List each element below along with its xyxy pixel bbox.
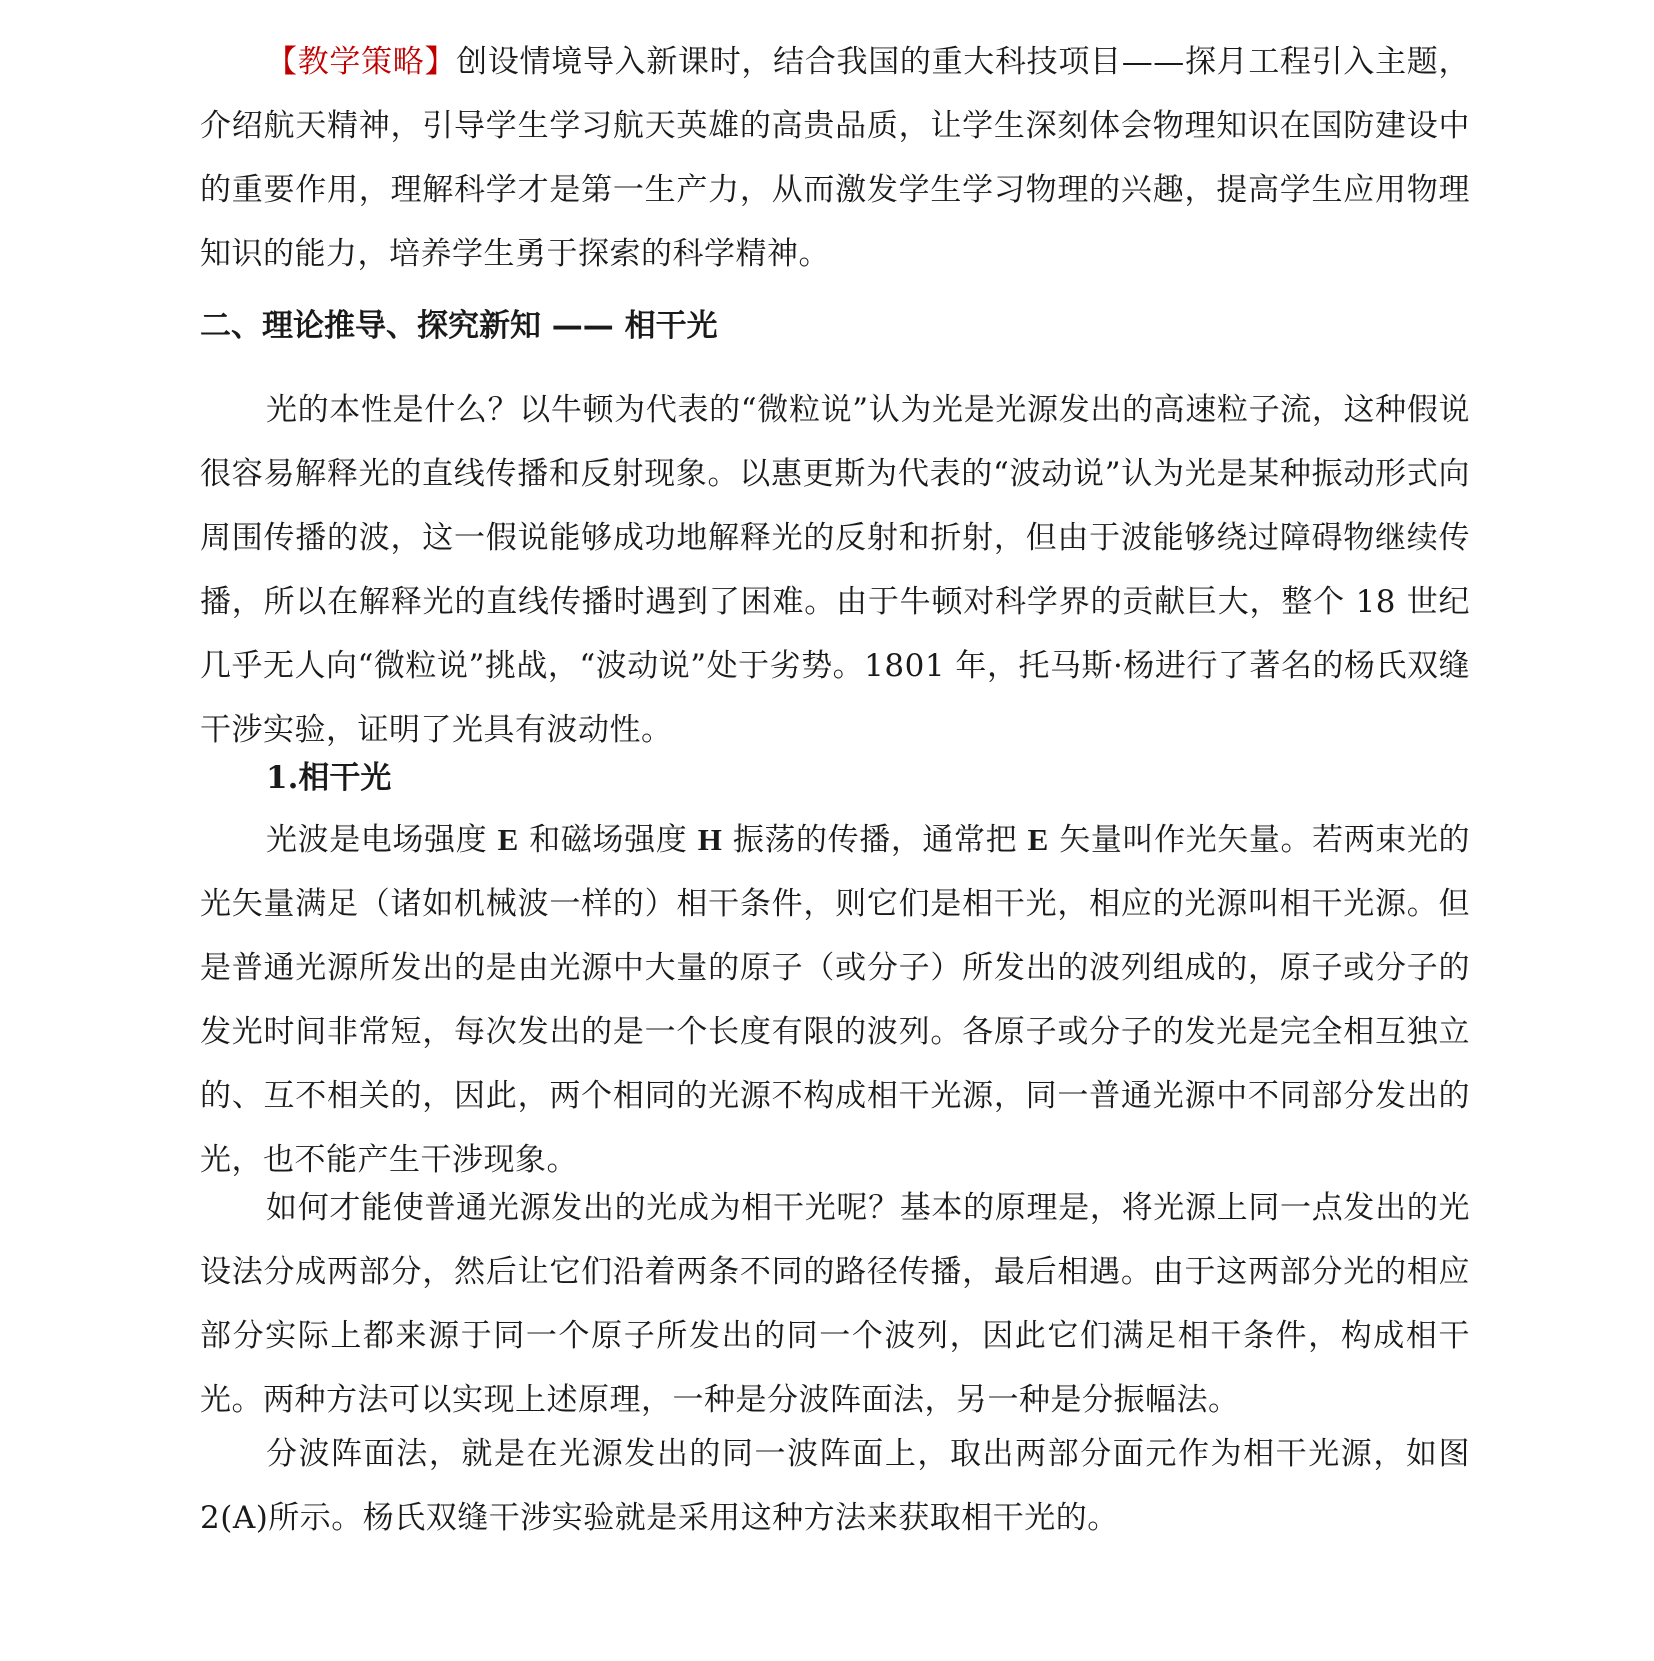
- teaching-strategy-text: 创设情境导入新课时，结合我国的重大科技项目——探月工程引入主题，介绍航天精神，引导学生学习航天英雄的高贵品质，让学生深刻体会物理知识在国防建设中的重要作用，理解科学才是第一生产力，从而激发学生学习物理的兴趣，提高学生应用物理知识的能力，培养学生勇于探索的科学精神。: [200, 44, 1471, 272]
- coherent-light-paragraph: [200, 808, 1470, 1192]
- vector-e-label: E: [497, 822, 519, 857]
- coherent-text-3: 振荡的传播，通常把: [722, 822, 1028, 858]
- coherent-text-2: 和磁场强度: [518, 822, 698, 858]
- coherent-text-4: 矢量叫作光矢量。若两束光的光矢量满足（诸如机械波一样的）相干条件，则它们是相干光，相应的光源叫相干光源。但是普通光源所发出的是由光源中大量的原子（或分子）所发出的波列组成的，原子或分子的发光时间非常短，每次发出的是一个长度有限的波列。各原子或分子的发光是完全相互独立的、互不相关的，因此，两个相同的光源不构成相干光源，同一普通光源中不同部分发出的光，也不能产生干涉现象。: [200, 822, 1470, 1178]
- how-coherent-paragraph: 如何才能使普通光源发出的光成为相干光呢？基本的原理是，将光源上同一点发出的光设法分成两部分，然后让它们沿着两条不同的路径传播，最后相遇。由于这两部分光的相应部分实际上都来源于同一个原子所发出的同一个波列，因此它们满足相干条件，构成相干光。两种方法可以实现上述原理，一种是分波阵面法，另一种是分振幅法。: [200, 1190, 1470, 1418]
- wavefront-division-paragraph: 分波阵面法，就是在光源发出的同一波阵面上，取出两部分面元作为相干光源，如图 2(A)所示。杨氏双缝干涉实验就是采用这种方法来获取相干光的。: [200, 1436, 1470, 1536]
- section-heading: 二、理论推导、探究新知 —— 相干光: [200, 308, 718, 344]
- coherent-text-1: 光波是电场强度: [266, 822, 498, 858]
- teaching-strategy-paragraph: [200, 30, 1470, 286]
- subsection-heading: 1.相干光: [266, 760, 392, 796]
- vector-h-label: H: [697, 822, 723, 857]
- vector-e-label-2: E: [1027, 822, 1049, 857]
- light-nature-paragraph: 光的本性是什么？以牛顿为代表的“微粒说”认为光是光源发出的高速粒子流，这种假说很容易解释光的直线传播和反射现象。以惠更斯为代表的“波动说”认为光是某种振动形式向周围传播的波，这一假说能够成功地解释光的反射和折射，但由于波能够绕过障碍物继续传播，所以在解释光的直线传播时遇到了困难。由于牛顿对科学界的贡献巨大，整个 18 世纪几乎无人向“微粒说”挑战，“波动说”处于劣势。1801 年，托马斯·杨进行了著名的杨氏双缝干涉实验，证明了光具有波动性。: [200, 392, 1470, 748]
- teaching-strategy-tag: 【教学策略】: [266, 44, 457, 80]
